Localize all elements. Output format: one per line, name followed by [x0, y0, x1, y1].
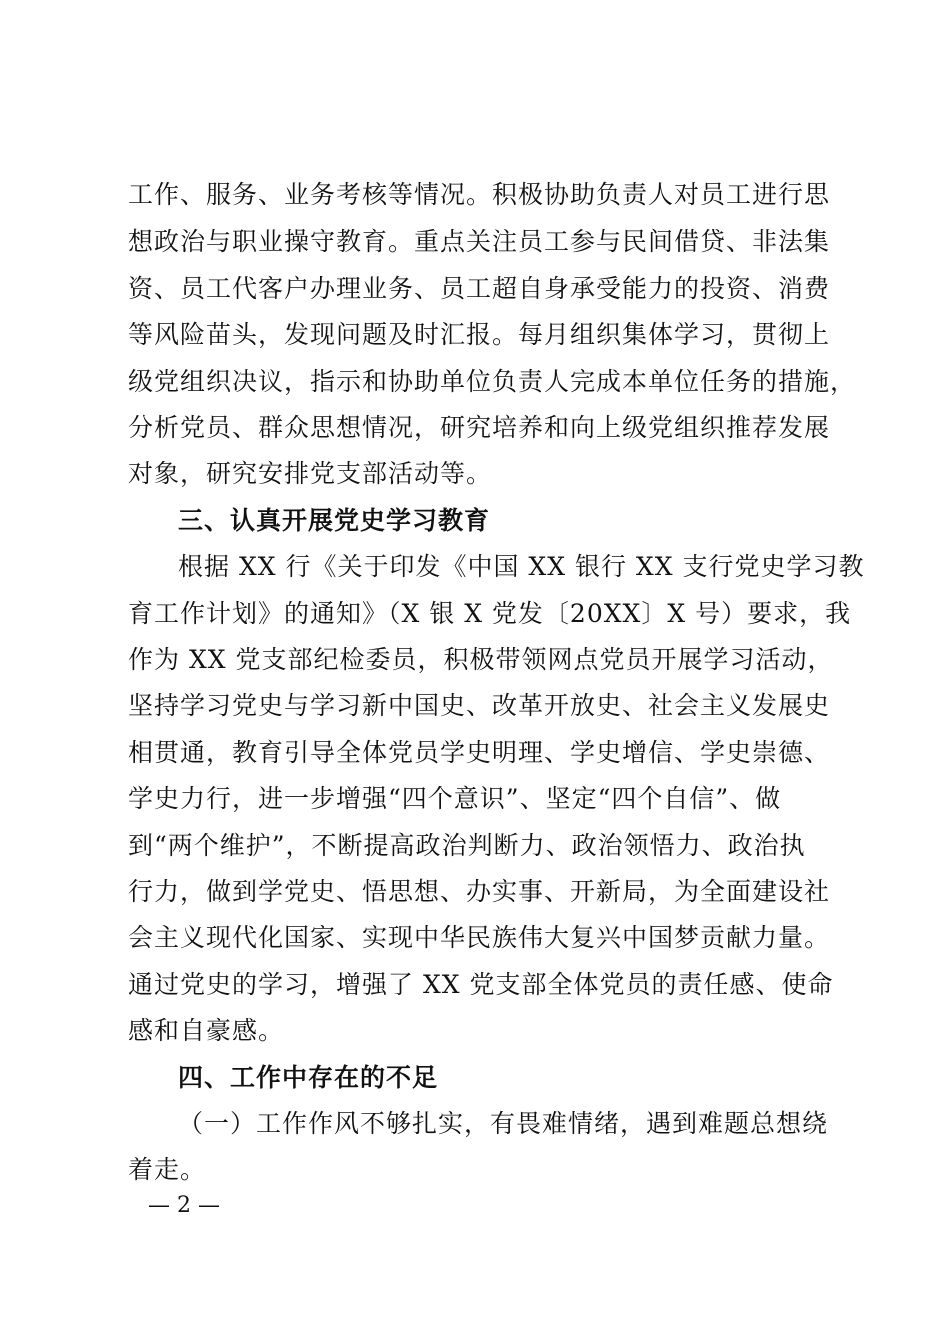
body-text-line: 分析党员、群众思想情况，研究培养和向上级党组织推荐发展: [128, 413, 831, 442]
body-text-line: 对象，研究安排党支部活动等。: [128, 459, 493, 488]
body-text-line: 资、员工代客户办理业务、员工超自身承受能力的投资、消费: [128, 274, 831, 303]
body-text-line: 育工作计划》的通知》（X 银 X 党发〔20XX〕X 号）要求，我: [128, 599, 852, 628]
body-text-line: 会主义现代化国家、实现中华民族伟大复兴中国梦贡献力量。: [128, 923, 831, 952]
body-text-line: 着走。: [128, 1155, 207, 1184]
body-text-line: 等风险苗头，发现问题及时汇报。每月组织集体学习，贯彻上: [128, 320, 831, 349]
body-text-line: 感和自豪感。: [128, 1016, 285, 1045]
body-text-line: 通过党史的学习，增强了 XX 党支部全体党员的责任感、使命: [128, 970, 834, 999]
section-heading: 四、工作中存在的不足: [178, 1063, 439, 1092]
body-text-line: 级党组织决议，指示和协助单位负责人完成本单位任务的措施，: [128, 367, 857, 396]
body-text-line: 学史力行，进一步增强“四个意识”、坚定“四个自信”、做: [128, 784, 782, 813]
body-text-line: 坚持学习党史与学习新中国史、改革开放史、社会主义发展史: [128, 691, 831, 720]
body-text-line: 行力，做到学党史、悟思想、办实事、开新局，为全面建设社: [128, 877, 831, 906]
body-text-line: 相贯通，教育引导全体党员学史明理、学史增信、学史崇德、: [128, 738, 831, 767]
page-number: — 2 —: [148, 1193, 220, 1218]
body-text-line: （一）工作作风不够扎实，有畏难情绪，遇到难题总想绕: [178, 1109, 829, 1138]
body-text-line: 工作、服务、业务考核等情况。积极协助负责人对员工进行思: [128, 180, 831, 209]
body-text-line: 想政治与职业操守教育。重点关注员工参与民间借贷、非法集: [128, 227, 831, 256]
section-heading: 三、认真开展党史学习教育: [178, 506, 491, 535]
body-text-line: 到“两个维护”，不断提高政治判断力、政治领悟力、政治执: [128, 831, 806, 860]
body-text-line: 作为 XX 党支部纪检委员，积极带领网点党员开展学习活动，: [128, 645, 834, 674]
body-text-line: 根据 XX 行《关于印发《中国 XX 银行 XX 支行党史学习教: [178, 552, 865, 581]
